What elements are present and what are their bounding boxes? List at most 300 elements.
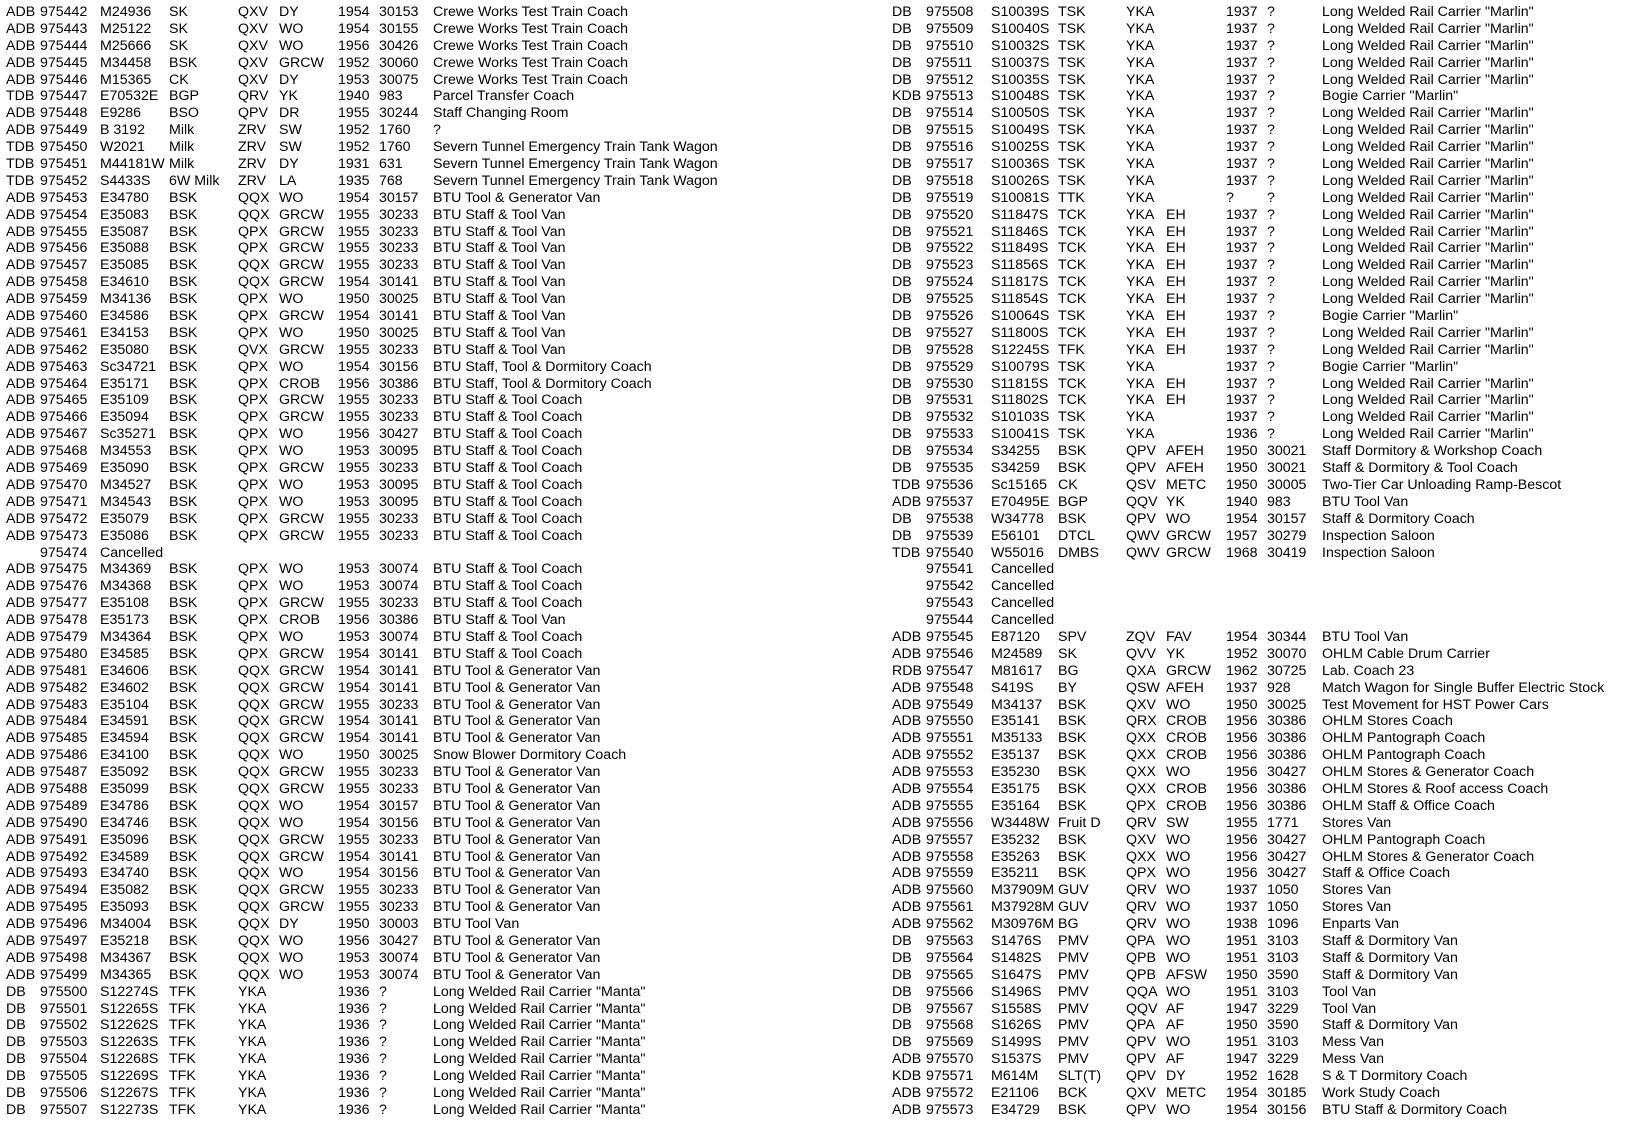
table-row	[6, 984, 786, 1001]
cell-num: 975504	[40, 1051, 88, 1068]
cell-num: 975541	[926, 561, 974, 578]
table-row	[6, 274, 786, 291]
cell-desc: ?	[433, 122, 441, 139]
cell-num: 975446	[40, 71, 88, 88]
cell-lot: 30005	[1267, 476, 1307, 493]
cell-type: BG	[1058, 916, 1079, 933]
cell-desc: BTU Staff & Tool Coach	[433, 628, 583, 645]
cell-tops: QWV	[1126, 527, 1160, 544]
cell-orig: S10035S	[991, 71, 1050, 88]
cell-orig: E70495E	[991, 493, 1050, 510]
cell-type: SK	[1058, 645, 1077, 662]
cell-orig: M34368	[100, 578, 152, 595]
cell-orig: E35082	[100, 882, 149, 899]
cell-tops: QPX	[238, 240, 268, 257]
cell-region: CROB	[279, 612, 320, 629]
cell-num: 975491	[40, 831, 88, 848]
cell-year: 1952	[338, 139, 370, 156]
cell-type: BSK	[169, 426, 198, 443]
table-row	[6, 1034, 786, 1051]
cell-desc: Stores Van	[1322, 882, 1392, 899]
cell-region: SW	[279, 139, 302, 156]
cell-orig: E56101	[991, 527, 1040, 544]
cell-region: WO	[1166, 932, 1191, 949]
cell-num: 975476	[40, 578, 88, 595]
cell-type: BSK	[169, 797, 198, 814]
cell-tops: ZRV	[238, 122, 267, 139]
cell-lot: 30427	[379, 932, 419, 949]
cell-lot: 3103	[1267, 1034, 1299, 1051]
cell-tops: QPX	[238, 409, 268, 426]
cell-lot: 30141	[379, 679, 419, 696]
cell-type: BSK	[1058, 713, 1087, 730]
cell-desc: BTU Tool & Generator Van	[433, 848, 601, 865]
cell-orig: E34591	[100, 713, 149, 730]
cell-lot: ?	[1267, 206, 1275, 223]
cell-tops: YKA	[238, 1017, 267, 1034]
cell-region: GRCW	[1166, 544, 1211, 561]
cell-lot: 1050	[1267, 882, 1299, 899]
table-row	[6, 832, 786, 849]
cell-orig: S10026S	[991, 172, 1050, 189]
cell-lot: 30025	[1267, 696, 1307, 713]
cell-desc: Long Welded Rail Carrier "Marlin"	[1322, 426, 1534, 443]
cell-pfx: ADB	[6, 561, 36, 578]
cell-lot: 768	[379, 172, 403, 189]
cell-desc: Match Wagon for Single Buffer Electric Stock	[1322, 679, 1605, 696]
cell-year: 1950	[1226, 443, 1258, 460]
cell-pfx: DB	[892, 308, 912, 325]
cell-type: BSK	[1058, 764, 1087, 781]
cell-year: 1937	[1226, 358, 1258, 375]
cell-year: 1956	[338, 37, 370, 54]
cell-orig: B 3192	[100, 122, 145, 139]
cell-num: 975505	[40, 1068, 88, 1085]
cell-desc: Staff Changing Room	[433, 105, 569, 122]
table-row	[892, 443, 1632, 460]
cell-pfx: ADB	[6, 932, 36, 949]
cell-type: TSK	[1058, 308, 1086, 325]
cell-desc: BTU Tool & Generator Van	[433, 189, 601, 206]
cell-tops: QVV	[1126, 645, 1156, 662]
cell-region: EH	[1166, 206, 1186, 223]
cell-type: BSK	[169, 510, 198, 527]
cell-year: 1956	[1226, 848, 1258, 865]
cell-num: 975523	[926, 257, 974, 274]
cell-orig: S10037S	[991, 54, 1050, 71]
cell-year: 1954	[338, 358, 370, 375]
cell-desc: Severn Tunnel Emergency Train Tank Wagon	[433, 139, 718, 156]
cell-type: BSK	[169, 443, 198, 460]
table-row	[6, 764, 786, 781]
cell-num: 975493	[40, 865, 88, 882]
cell-type: TCK	[1058, 206, 1087, 223]
cell-type: BSK	[169, 932, 198, 949]
cell-year: 1950	[338, 916, 370, 933]
cell-num: 975535	[926, 460, 974, 477]
cell-num: 975560	[926, 882, 974, 899]
cell-region: DY	[279, 71, 299, 88]
cell-type: TCK	[1058, 291, 1087, 308]
cell-lot: 30386	[1267, 747, 1307, 764]
cell-lot: ?	[1267, 223, 1275, 240]
cell-desc: Staff & Dormitory & Tool Coach	[1322, 460, 1518, 477]
cell-orig: S34255	[991, 443, 1040, 460]
table-row	[6, 139, 786, 156]
cell-lot: 30070	[1267, 645, 1307, 662]
cell-pfx: DB	[892, 392, 912, 409]
table-row	[892, 967, 1632, 984]
cell-year: 1937	[1226, 139, 1258, 156]
cell-type: SK	[169, 20, 188, 37]
cell-orig: S34259	[991, 460, 1040, 477]
cell-year: 1956	[338, 932, 370, 949]
cell-tops: QWV	[1126, 544, 1160, 561]
table-row	[6, 781, 786, 798]
cell-desc: Mess Van	[1322, 1051, 1385, 1068]
cell-num: 975570	[926, 1051, 974, 1068]
table-row	[6, 916, 786, 933]
cell-lot: 1771	[1267, 814, 1299, 831]
cell-region: EH	[1166, 308, 1186, 325]
cell-tops: QQX	[238, 662, 270, 679]
cell-orig: S11854S	[991, 291, 1049, 308]
cell-num: 975520	[926, 206, 974, 223]
cell-tops: QVX	[238, 341, 268, 358]
cell-tops: QPX	[238, 561, 268, 578]
cell-year: 1937	[1226, 71, 1258, 88]
cell-region: GRCW	[279, 308, 324, 325]
cell-year: 1954	[1226, 628, 1258, 645]
table-row	[6, 426, 786, 443]
cell-lot: 30141	[379, 645, 419, 662]
cell-pfx: DB	[892, 443, 912, 460]
cell-pfx: ADB	[892, 764, 922, 781]
cell-num: 975552	[926, 747, 974, 764]
cell-orig: S10103S	[991, 409, 1050, 426]
cell-tops: QRV	[1126, 899, 1157, 916]
table-row	[6, 21, 786, 38]
cell-num: 975572	[926, 1085, 974, 1101]
cell-num: 975543	[926, 595, 974, 612]
cell-pfx: ADB	[6, 527, 36, 544]
cell-num: 975457	[40, 257, 88, 274]
cell-desc: Parcel Transfer Coach	[433, 88, 575, 105]
cell-lot: ?	[1267, 71, 1275, 88]
cell-type: DTCL	[1058, 527, 1096, 544]
cell-region: WO	[279, 932, 304, 949]
cell-pfx: DB	[892, 527, 912, 544]
cell-orig: W34778	[991, 510, 1044, 527]
cell-orig: S10036S	[991, 156, 1050, 173]
cell-orig: M37928M	[991, 899, 1055, 916]
cell-year: 1956	[1226, 865, 1258, 882]
cell-orig: E35109	[100, 392, 149, 409]
cell-num: 975569	[926, 1034, 974, 1051]
table-row	[6, 815, 786, 832]
cell-type: BSK	[169, 561, 198, 578]
cell-desc: BTU Tool & Generator Van	[433, 780, 601, 797]
cell-lot: 30153	[379, 4, 419, 20]
cell-pfx: ADB	[6, 291, 36, 308]
cell-type: BSK	[169, 949, 198, 966]
cell-lot: 30095	[379, 493, 419, 510]
cell-num: 975494	[40, 882, 88, 899]
cell-orig: E35232	[991, 831, 1040, 848]
cell-num: 975445	[40, 54, 88, 71]
cell-num: 975532	[926, 409, 974, 426]
cell-desc: BTU Staff & Tool Coach	[433, 595, 583, 612]
cell-type: BSK	[1058, 780, 1087, 797]
table-row	[6, 72, 786, 89]
right-column	[892, 4, 1632, 1119]
cell-region: WO	[1166, 949, 1191, 966]
cell-num: 975485	[40, 730, 88, 747]
cell-lot: ?	[1267, 105, 1275, 122]
table-row	[892, 1001, 1632, 1018]
cell-orig: E35171	[100, 375, 149, 392]
cell-tops: YKA	[1126, 88, 1155, 105]
cell-lot: 30156	[379, 814, 419, 831]
table-row	[892, 207, 1632, 224]
cell-orig: M34367	[100, 949, 152, 966]
cell-tops: QXX	[1126, 780, 1156, 797]
cell-desc: Long Welded Rail Carrier "Marlin"	[1322, 257, 1534, 274]
cell-orig: M614M	[991, 1068, 1039, 1085]
cell-type: BSK	[1058, 443, 1087, 460]
cell-orig: E35092	[100, 764, 149, 781]
cell-num: 975550	[926, 713, 974, 730]
table-row	[6, 342, 786, 359]
cell-type: BSK	[169, 780, 198, 797]
cell-desc: BTU Tool Van	[1322, 493, 1409, 510]
cell-orig: E34100	[100, 747, 149, 764]
cell-region: LA	[279, 172, 297, 189]
cell-orig: S12263S	[100, 1034, 159, 1051]
cell-region: WO	[279, 493, 304, 510]
cell-region: WO	[279, 291, 304, 308]
cell-year: 1954	[338, 713, 370, 730]
table-row	[6, 1051, 786, 1068]
cell-desc: OHLM Pantograph Coach	[1322, 831, 1486, 848]
cell-region: WO	[1166, 882, 1191, 899]
cell-num: 975486	[40, 747, 88, 764]
cell-region: WO	[279, 189, 304, 206]
cell-year: 1936	[338, 1017, 370, 1034]
cell-year: ?	[1226, 189, 1234, 206]
table-row	[892, 240, 1632, 257]
cell-year: 1940	[1226, 493, 1258, 510]
cell-orig: E35093	[100, 899, 149, 916]
table-row	[892, 494, 1632, 511]
cell-region: WO	[1166, 916, 1191, 933]
cell-lot: 1050	[1267, 899, 1299, 916]
cell-pfx: ADB	[6, 240, 36, 257]
cell-pfx: ADB	[892, 1085, 922, 1101]
cell-type: BSK	[169, 206, 198, 223]
cell-pfx: DB	[892, 949, 912, 966]
table-row	[892, 257, 1632, 274]
cell-lot: 30233	[379, 831, 419, 848]
cell-num: 975480	[40, 645, 88, 662]
table-row	[6, 646, 786, 663]
cell-desc: Enparts Van	[1322, 916, 1400, 933]
cell-tops: YKA	[1126, 341, 1155, 358]
cell-type: BSK	[169, 409, 198, 426]
cell-desc: Inspection Saloon	[1322, 544, 1435, 561]
cell-lot: 30233	[379, 223, 419, 240]
cell-tops: QPX	[238, 392, 268, 409]
cell-lot: 30156	[1267, 1101, 1307, 1118]
cell-desc: Tool Van	[1322, 983, 1377, 1000]
cell-region: WO	[279, 949, 304, 966]
cell-tops: YKA	[1126, 223, 1155, 240]
table-row	[892, 291, 1632, 308]
cell-tops: YKA	[1126, 426, 1155, 443]
cell-num: 975537	[926, 493, 974, 510]
cell-lot: 30025	[379, 747, 419, 764]
cell-orig: M34553	[100, 443, 152, 460]
cell-type: TSK	[1058, 156, 1086, 173]
cell-pfx: ADB	[6, 645, 36, 662]
cell-lot: 30233	[379, 595, 419, 612]
cell-type: TSK	[1058, 172, 1086, 189]
cell-pfx: TDB	[6, 88, 35, 105]
cell-num: 975487	[40, 764, 88, 781]
cell-year: 1953	[338, 561, 370, 578]
cell-type: TCK	[1058, 240, 1087, 257]
cell-desc: OHLM Stores & Generator Coach	[1322, 764, 1535, 781]
cell-year: 1937	[1226, 37, 1258, 54]
cell-desc: Long Welded Rail Carrier "Manta"	[433, 1101, 646, 1118]
cell-region: AF	[1166, 1017, 1185, 1034]
cell-lot: ?	[379, 1034, 387, 1051]
cell-orig: W3448W	[991, 814, 1050, 831]
cell-pfx: ADB	[6, 899, 36, 916]
cell-desc: BTU Tool & Generator Van	[433, 949, 601, 966]
table-row	[892, 578, 1632, 595]
cell-num: 975528	[926, 341, 974, 358]
cell-lot: 30233	[379, 240, 419, 257]
cell-num: 975561	[926, 899, 974, 916]
table-row	[6, 663, 786, 680]
cell-year: 1955	[338, 882, 370, 899]
cell-num: 975511	[926, 54, 973, 71]
cell-orig: S10049S	[991, 122, 1050, 139]
cell-type: PMV	[1058, 1017, 1089, 1034]
cell-desc: OHLM Stores Coach	[1322, 713, 1453, 730]
cell-tops: ZRV	[238, 139, 267, 156]
table-row	[892, 342, 1632, 359]
cell-type: TFK	[169, 1017, 196, 1034]
cell-type: BGP	[169, 88, 199, 105]
cell-region: GRCW	[279, 899, 324, 916]
cell-region: GRCW	[279, 696, 324, 713]
cell-tops: QPB	[1126, 966, 1156, 983]
cell-region: WO	[279, 358, 304, 375]
cell-year: 1954	[338, 730, 370, 747]
table-row	[892, 308, 1632, 325]
cell-region: EH	[1166, 324, 1186, 341]
cell-tops: YKA	[238, 1000, 267, 1017]
table-row	[6, 798, 786, 815]
cell-num: 975479	[40, 628, 88, 645]
cell-orig: M44181W	[100, 156, 165, 173]
cell-num: 975488	[40, 780, 88, 797]
cell-region: GRCW	[279, 662, 324, 679]
cell-desc: Long Welded Rail Carrier "Manta"	[433, 1034, 646, 1051]
cell-region: WO	[279, 443, 304, 460]
cell-tops: QQX	[238, 949, 270, 966]
cell-num: 975562	[926, 916, 974, 933]
cell-desc: BTU Staff & Tool Van	[433, 223, 566, 240]
cell-lot: ?	[1267, 240, 1275, 257]
cell-desc: Long Welded Rail Carrier "Marlin"	[1322, 105, 1534, 122]
table-row	[892, 460, 1632, 477]
cell-num: 975534	[926, 443, 974, 460]
cell-desc: OHLM Stores & Roof access Coach	[1322, 780, 1549, 797]
cell-year: 1951	[1226, 949, 1258, 966]
cell-tops: QQX	[238, 764, 270, 781]
cell-type: BY	[1058, 679, 1077, 696]
cell-region: WO	[279, 747, 304, 764]
cell-lot: 30233	[379, 409, 419, 426]
cell-desc: BTU Tool & Generator Van	[433, 865, 601, 882]
cell-orig: E35141	[991, 713, 1040, 730]
cell-region: SW	[1166, 814, 1189, 831]
cell-type: DMBS	[1058, 544, 1099, 561]
cell-region: WO	[1166, 865, 1191, 882]
cell-pfx: DB	[892, 358, 912, 375]
cell-region: EH	[1166, 223, 1186, 240]
cell-lot: 30185	[1267, 1085, 1307, 1101]
cell-year: 1955	[338, 206, 370, 223]
cell-num: 975573	[926, 1101, 974, 1118]
cell-year: 1956	[1226, 780, 1258, 797]
cell-type: TFK	[169, 1068, 196, 1085]
table-row	[892, 4, 1632, 21]
cell-year: 1955	[338, 780, 370, 797]
cell-tops: YKA	[1126, 156, 1155, 173]
cell-lot: ?	[1267, 88, 1275, 105]
cell-desc: BTU Tool & Generator Van	[433, 764, 601, 781]
table-row	[6, 1102, 786, 1119]
cell-pfx: DB	[892, 966, 912, 983]
table-row	[892, 629, 1632, 646]
cell-orig: S4433S	[100, 172, 151, 189]
cell-num: 975527	[926, 324, 974, 341]
cell-pfx: ADB	[6, 54, 36, 71]
table-row	[892, 747, 1632, 764]
cell-lot: ?	[1267, 54, 1275, 71]
cell-orig: M35133	[991, 730, 1043, 747]
cell-lot: ?	[379, 1068, 387, 1085]
cell-year: 1955	[338, 341, 370, 358]
cell-lot: ?	[1267, 189, 1275, 206]
cell-num: 975507	[40, 1101, 88, 1118]
cell-pfx: ADB	[892, 831, 922, 848]
cell-type: TCK	[1058, 324, 1087, 341]
cell-year: 1954	[338, 20, 370, 37]
cell-desc: Two-Tier Car Unloading Ramp-Bescot	[1322, 476, 1562, 493]
cell-tops: QXV	[1126, 696, 1156, 713]
cell-type: CK	[1058, 476, 1078, 493]
cell-tops: QPV	[1126, 1051, 1156, 1068]
cell-pfx: DB	[892, 932, 912, 949]
cell-lot: ?	[1267, 409, 1275, 426]
cell-lot: 30426	[379, 37, 419, 54]
cell-desc: Bogie Carrier "Marlin"	[1322, 308, 1459, 325]
